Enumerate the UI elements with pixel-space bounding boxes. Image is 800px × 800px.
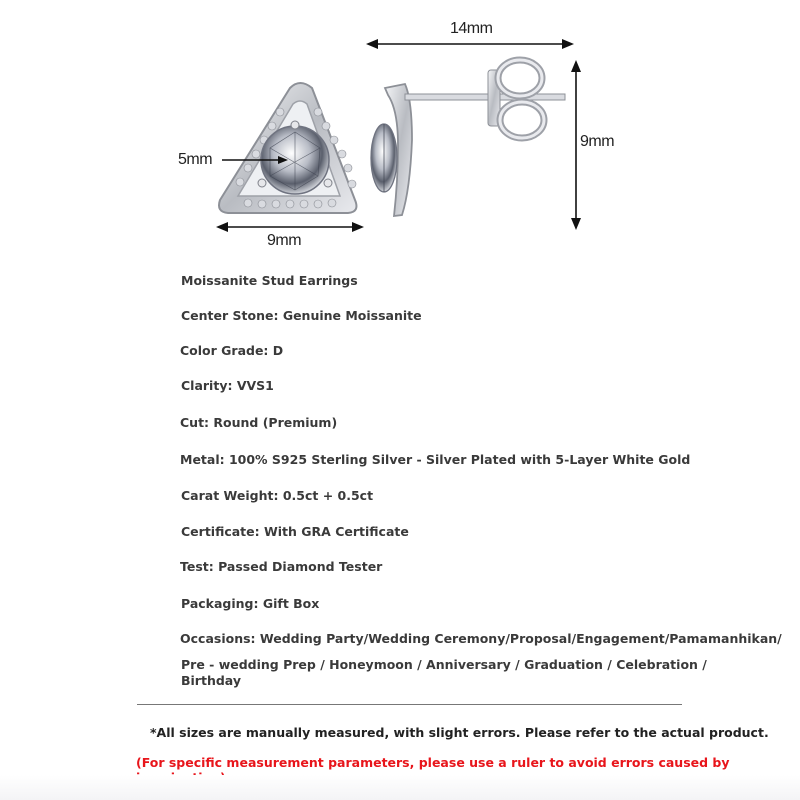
spec-metal: Metal: 100% S925 Sterling Silver - Silver Plated with 5-Layer White Gold — [180, 452, 691, 467]
spec-center-stone: Center Stone: Genuine Moissanite — [181, 308, 422, 323]
spec-cut: Cut: Round (Premium) — [180, 415, 338, 430]
spec-carat-weight: Carat Weight: 0.5ct + 0.5ct — [181, 488, 374, 503]
spec-test: Test: Passed Diamond Tester — [180, 559, 383, 574]
spec-occasions-line3: Birthday — [181, 673, 241, 688]
divider — [137, 704, 682, 705]
spec-color-grade: Color Grade: D — [180, 343, 284, 358]
spec-occasions-line2: Pre - wedding Prep / Honeymoon / Anniversary / Graduation / Celebration / — [181, 657, 707, 672]
measurement-disclaimer: *All sizes are manually measured, with slight errors. Please refer to the actual product. — [150, 725, 769, 740]
dimension-height-right: 9mm — [580, 133, 615, 150]
ruler-warning: (For specific measurement parameters, please use a ruler to avoid errors caused by — [136, 755, 730, 770]
spec-certificate: Certificate: With GRA Certificate — [181, 524, 409, 539]
side-view — [371, 60, 565, 216]
spec-title: Moissanite Stud Earrings — [181, 273, 358, 288]
product-figure — [0, 0, 800, 265]
bottom-shadow — [0, 775, 800, 800]
spec-packaging: Packaging: Gift Box — [181, 596, 320, 611]
spec-occasions-line1: Occasions: Wedding Party/Wedding Ceremony/Proposal/Engagement/Pamamanhikan/ — [180, 631, 782, 646]
earring-illustration — [0, 0, 800, 265]
dimension-width-top: 14mm — [450, 20, 493, 37]
dimension-stone: 5mm — [178, 151, 213, 168]
spec-clarity: Clarity: VVS1 — [181, 378, 274, 393]
front-view — [219, 83, 356, 213]
dimension-width-bottom: 9mm — [267, 232, 302, 249]
